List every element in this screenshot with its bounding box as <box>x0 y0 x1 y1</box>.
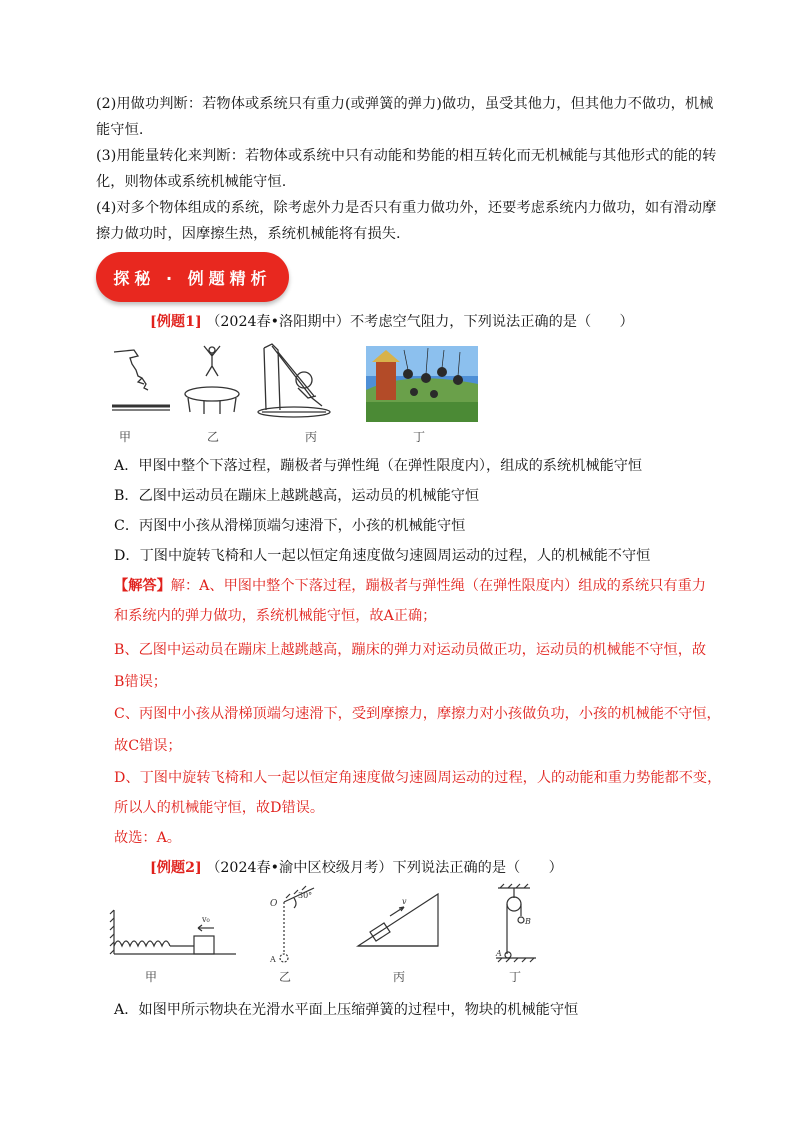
example2-label: [例题2] <box>150 860 202 876</box>
figure-caption-bing: 丙 <box>304 430 317 444</box>
example1-option-d: D．丁图中旋转飞椅和人一起以恒定角速度做匀速圆周运动的过程，人的机械能不守恒 <box>114 548 651 564</box>
label-v: v <box>402 897 407 906</box>
section-badge: 探秘 · 例题精析 <box>96 252 289 302</box>
intro-line-4: 化，则物体或系统机械能守恒. <box>96 174 287 190</box>
pulley-figure <box>495 884 536 962</box>
label-o: O <box>270 899 278 909</box>
intro-line-1: (2)用做功判断：若物体或系统只有重力(或弹簧的弹力)做功，虽受其他力，但其他力不做功，机械 <box>96 96 714 112</box>
label-v0: v₀ <box>202 915 210 924</box>
figure-caption-jia: 甲 <box>118 430 131 444</box>
answer-line-7: D、丁图中旋转飞椅和人一起以恒定角速度做匀速圆周运动的过程，人的动能和重力势能都不变， <box>114 770 722 786</box>
example1-title: （2024春•洛阳期中）不考虑空气阻力，下列说法正确的是（ ） <box>206 314 634 330</box>
intro-line-3: (3)用能量转化来判断：若物体或系统中只有动能和势能的相互转化而无机械能与其他形式的能的转 <box>96 148 717 164</box>
example2-figures <box>108 882 558 970</box>
answer-tag: 【解答】 <box>114 578 171 594</box>
example2-option-a: A．如图甲所示物块在光滑水平面上压缩弹簧的过程中，物块的机械能守恒 <box>114 1002 579 1018</box>
answer-line-8: 所以人的机械能守恒，故D错误。 <box>114 800 325 816</box>
example1-label: [例题1] <box>150 314 202 330</box>
example1-figures <box>108 340 488 428</box>
example1-option-b: B．乙图中运动员在蹦床上越跳越高，运动员的机械能守恒 <box>114 488 480 504</box>
answer-line-3: B、乙图中运动员在蹦床上越跳越高，蹦床的弹力对运动员做正功，运动员的机械能不守恒，故 <box>114 642 707 658</box>
intro-line-2: 能守恒. <box>96 122 144 138</box>
answer-text-1: 解：A、甲图中整个下落过程，蹦极者与弹性绳（在弹性限度内）组成的系统只有重力 <box>170 578 706 594</box>
example2-title: （2024春•渝中区校级月考）下列说法正确的是（ ） <box>206 860 563 876</box>
label-a: A <box>270 955 276 964</box>
bungee-figure <box>112 350 170 410</box>
figure-caption-yi: 乙 <box>206 430 219 444</box>
figure2-caption-yi: 乙 <box>278 970 291 984</box>
figure2-caption-jia: 甲 <box>144 970 157 984</box>
carousel-photo <box>366 346 478 422</box>
example2-title-row <box>150 858 563 878</box>
answer-line-2: 和系统内的弹力做功，系统机械能守恒，故A正确； <box>114 608 437 624</box>
spring-block-figure <box>110 910 236 954</box>
intro-line-5: (4)对多个物体组成的系统，除考虑外力是否只有重力做功外，还要考虑系统内力做功，如有滑动摩 <box>96 200 717 216</box>
label-a2: A <box>496 949 502 958</box>
pendulum-figure <box>269 886 314 964</box>
trampoline-figure <box>185 346 239 414</box>
figure2-caption-bing: 丙 <box>392 970 405 984</box>
incline-figure <box>358 894 438 946</box>
figure-caption-ding: 丁 <box>412 430 425 444</box>
label-angle: 30° <box>298 891 313 900</box>
slide-figure <box>258 344 330 417</box>
figure2-caption-ding: 丁 <box>508 970 521 984</box>
answer-line-4: B错误； <box>114 674 167 690</box>
label-b: B <box>525 917 531 926</box>
answer-line-5: C、丙图中小孩从滑梯顶端匀速滑下，受到摩擦力，摩擦力对小孩做负功，小孩的机械能不守恒， <box>114 706 721 722</box>
answer-choice: 故选：A。 <box>114 830 181 846</box>
example1-option-c: C．丙图中小孩从滑梯顶端匀速滑下，小孩的机械能守恒 <box>114 518 466 534</box>
example1-option-a: A．甲图中整个下落过程，蹦极者与弹性绳（在弹性限度内），组成的系统机械能守恒 <box>114 458 643 474</box>
answer-line-6: 故C错误； <box>114 738 182 754</box>
intro-line-6: 擦力做功时，因摩擦生热，系统机械能将有损失. <box>96 226 401 242</box>
example1-title-row <box>150 312 634 332</box>
answer-line-1 <box>114 576 734 596</box>
